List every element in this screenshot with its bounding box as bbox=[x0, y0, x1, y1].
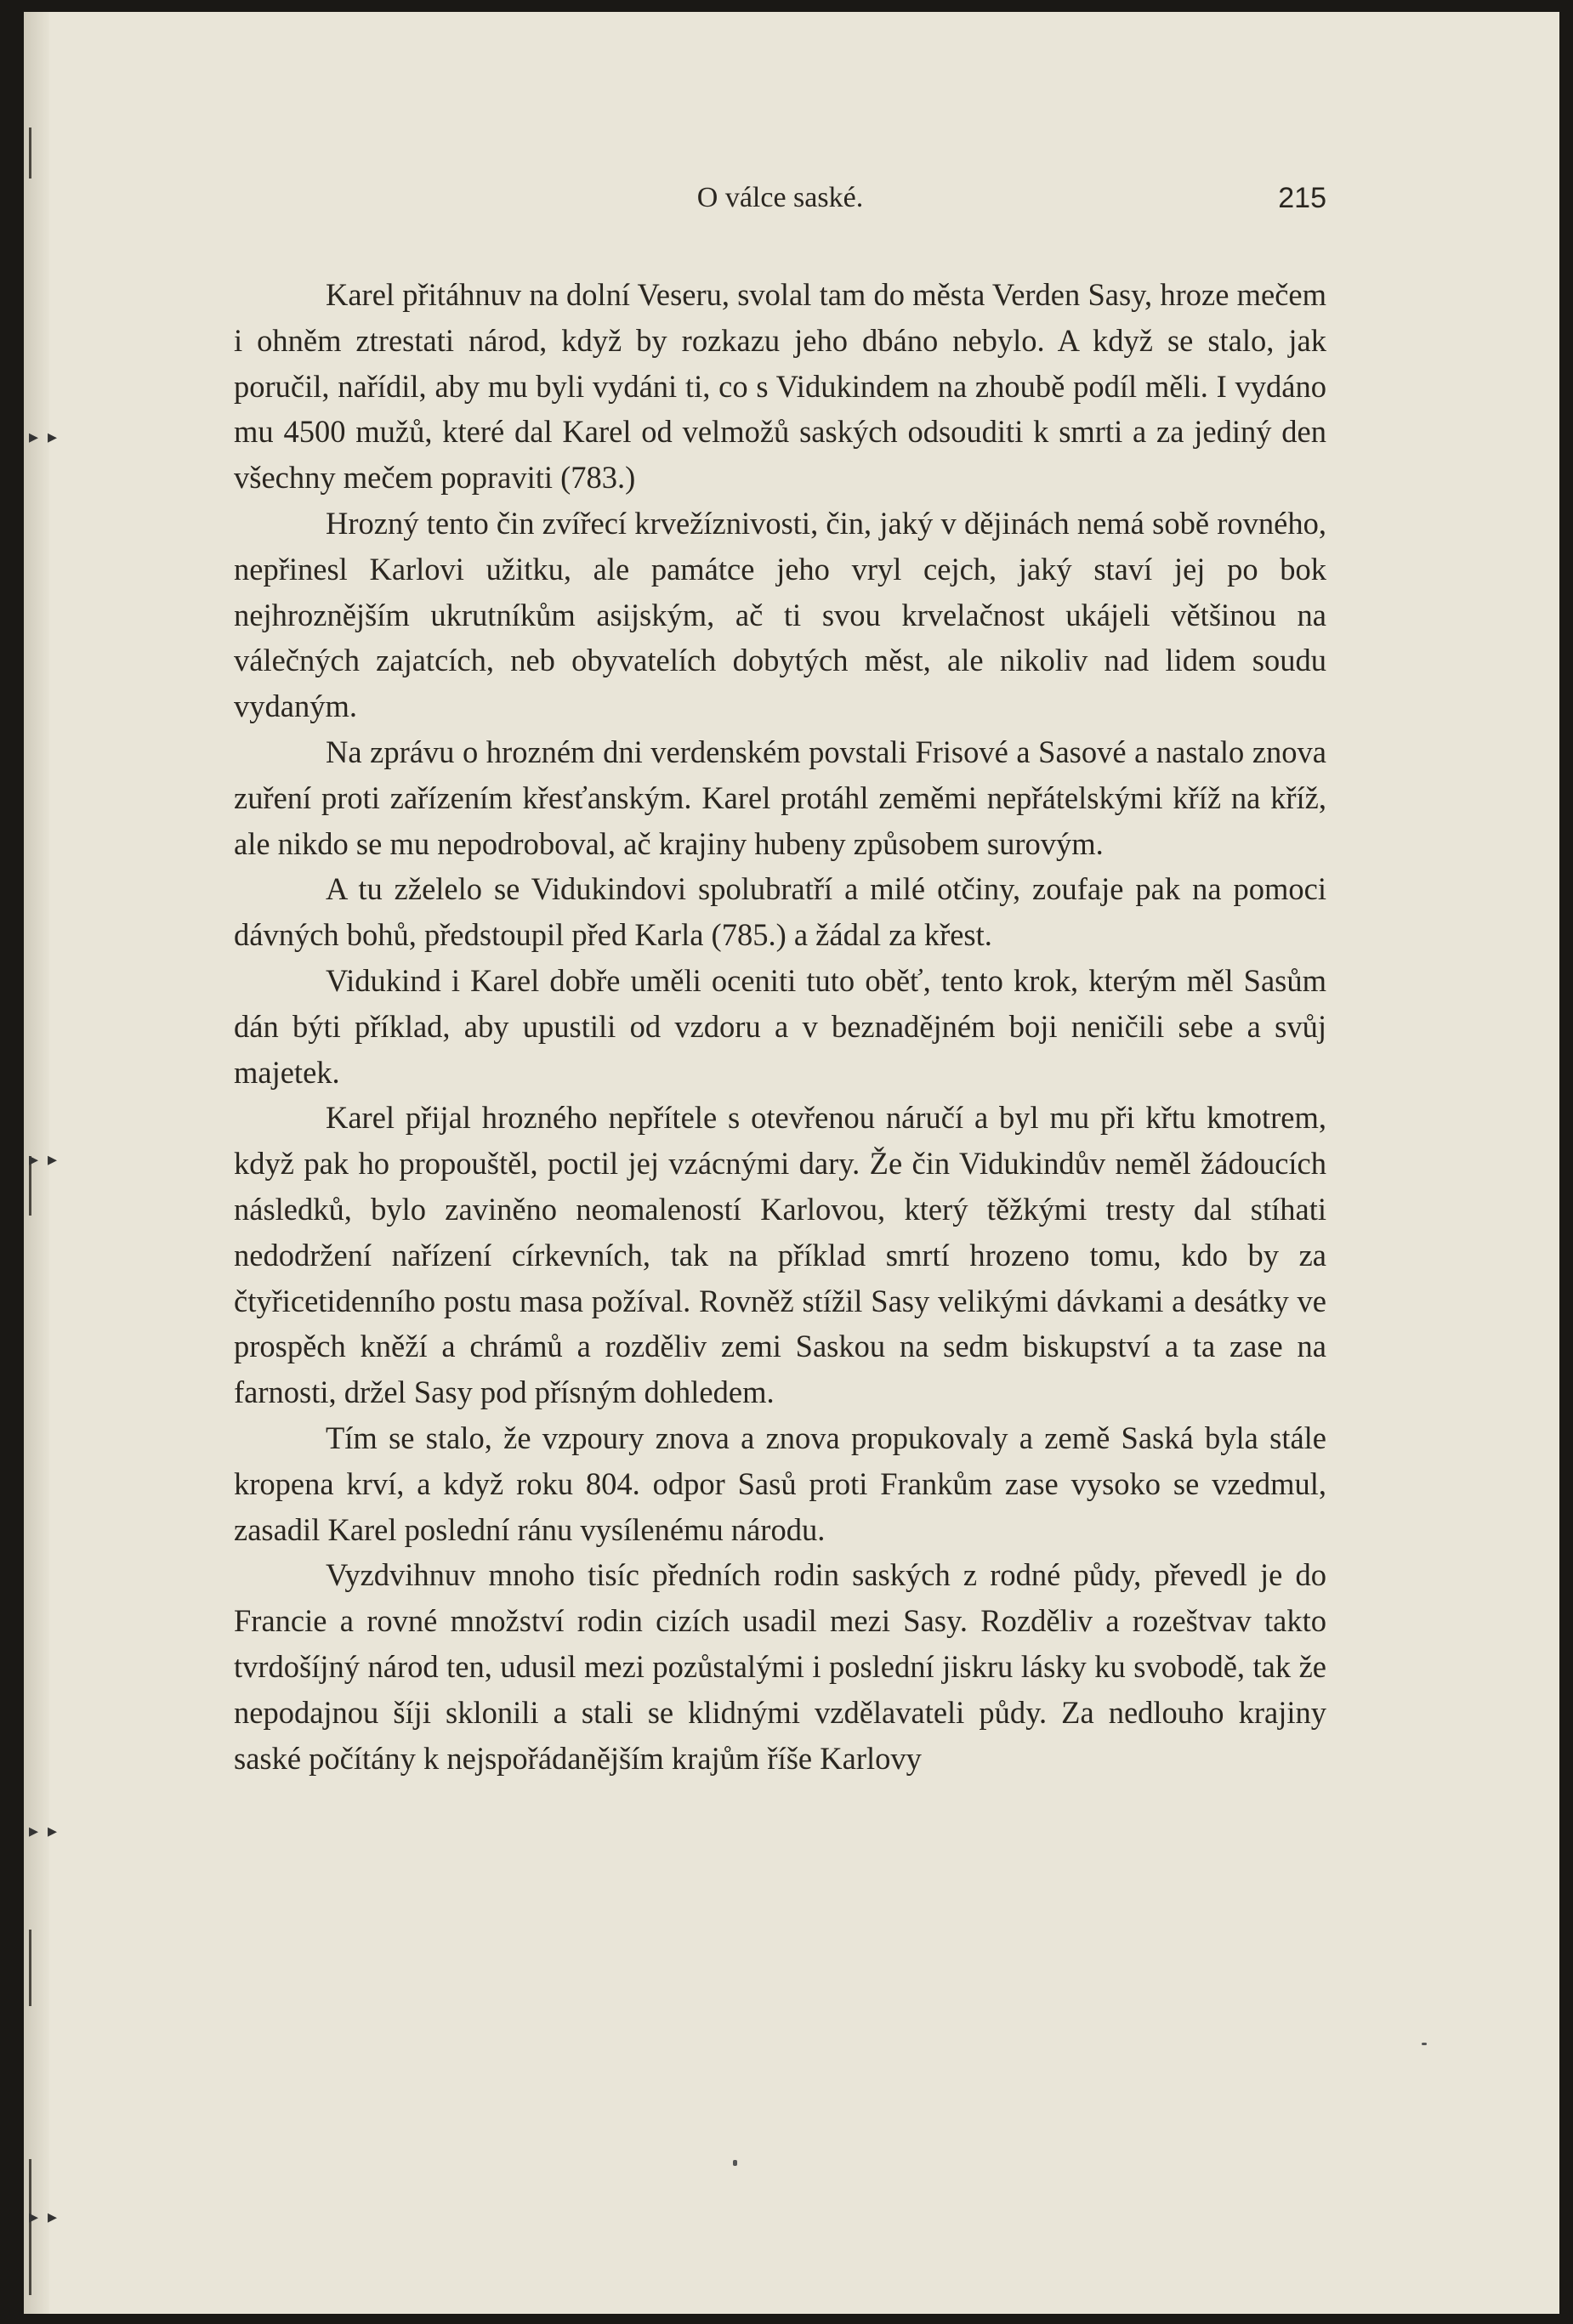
binding-line bbox=[29, 128, 31, 179]
paragraph: Vidukind i Karel dobře uměli oceniti tuto oběť, tento krok, kterým měl Sasům dán býti příklad, aby upustili od vzdoru a v beznadějném boji neničili sebe a svůj majetek. bbox=[234, 962, 1326, 1090]
paragraph: A tu zželelo se Vidukindovi spolubratří a milé otčiny, zoufaje pak na pomoci dávných bohů, předstoupil před Karla (785.) a žádal za křest. bbox=[234, 871, 1326, 953]
paragraph: Hrozný tento čin zvířecí krvežíznivosti, čin, jaký v dějinách nemá sobě rovného, nepřinesl Karlovi užitku, ale památce jeho vryl cejch, jaký staví jej po bok nejhroznějším ukrutníkům asijským, ač ti svou krvelačnost ukájeli většinou na válečných zajatcích, neb obyvatelích dobytých měst, ale nikoliv nad lidem soudu vydaným. bbox=[234, 505, 1326, 724]
body-text bbox=[234, 272, 1326, 1781]
paragraph: Karel přijal hrozného nepřítele s otevřenou náručí a byl mu při křtu kmotrem, když pak ho propouštěl, poctil jej vzácnými dary. Že čin Vidukindův neměl žádoucích následků, bylo zaviněno neomaleností Karlovou, který těžkými tresty dal stíhati nedodržení nařízení církevních, tak na příklad smrtí hrozeno tomu, kdo by za čtyřicetidenního postu masa požíval. Rovněž stížil Sasy velikými dávkami a desátky ve prospěch kněží a chrámů a rozděliv zemi Saskou na sedm biskupství a ta zase na farnosti, držel Sasy pod přísným dohledem. bbox=[234, 1100, 1326, 1410]
chapter-title: O válce saské. bbox=[696, 182, 864, 213]
paragraph: Na zprávu o hrozném dni verdenském povstali Frisové a Sasové a nastalo znova zuření proti zařízením křesťanským. Karel protáhl zeměmi nepřátelskými kříž na kříž, ale nikdo se mu nepodroboval, ač krajiny hubeny způsobem surovým. bbox=[234, 734, 1326, 861]
ink-speck bbox=[733, 2160, 737, 2166]
paragraph: Tím se stalo, že vzpoury znova a znova propukovaly a země Saská byla stále kropena krví, a když roku 804. odpor Sasů proti Frankům zase vysoko se vzedmul, zasadil Karel poslední ránu vysílenému národu. bbox=[234, 1420, 1326, 1547]
margin-mark: ▸ ▸ bbox=[29, 1821, 60, 1842]
binding-line bbox=[29, 1930, 31, 2006]
margin-mark: ▸ ▸ bbox=[29, 1149, 60, 1171]
page-number: 215 bbox=[1278, 182, 1326, 214]
margin-mark: ▸ ▸ bbox=[29, 427, 60, 448]
paragraph: Karel přitáhnuv na dolní Veseru, svolal tam do města Verden Sasy, hroze mečem i ohněm ztrestati národ, když by rozkazu jeho dbáno nebylo. A když se stalo, jak poručil, nařídil, aby mu byli vydáni ti, co s Vidukindem na zhoubě podíl měli. I vydáno mu 4500 mužů, které dal Karel od velmožů saských odsouditi k smrti a za jediný den všechny mečem popraviti (783.) bbox=[234, 277, 1326, 496]
running-header bbox=[234, 182, 1326, 216]
paragraph: Vyzdvihnuv mnoho tisíc předních rodin saských z rodné půdy, převedl je do Francie a rovné množství rodin cizích usadil mezi Sasy. Rozděliv a rozeštvav takto tvrdošíjný národ ten, udusil mezi pozůstalými i poslední jiskru lásky ku svobodě, tak že nepodajnou šíji sklonili a stali se klidnými vzdělavateli půdy. Za nedlouho krajiny saské počítány k nejspořádanějším krajům říše Karlovy bbox=[234, 1557, 1326, 1776]
ink-speck bbox=[1422, 2043, 1427, 2045]
margin-mark: ▸ ▸ bbox=[29, 2207, 60, 2228]
